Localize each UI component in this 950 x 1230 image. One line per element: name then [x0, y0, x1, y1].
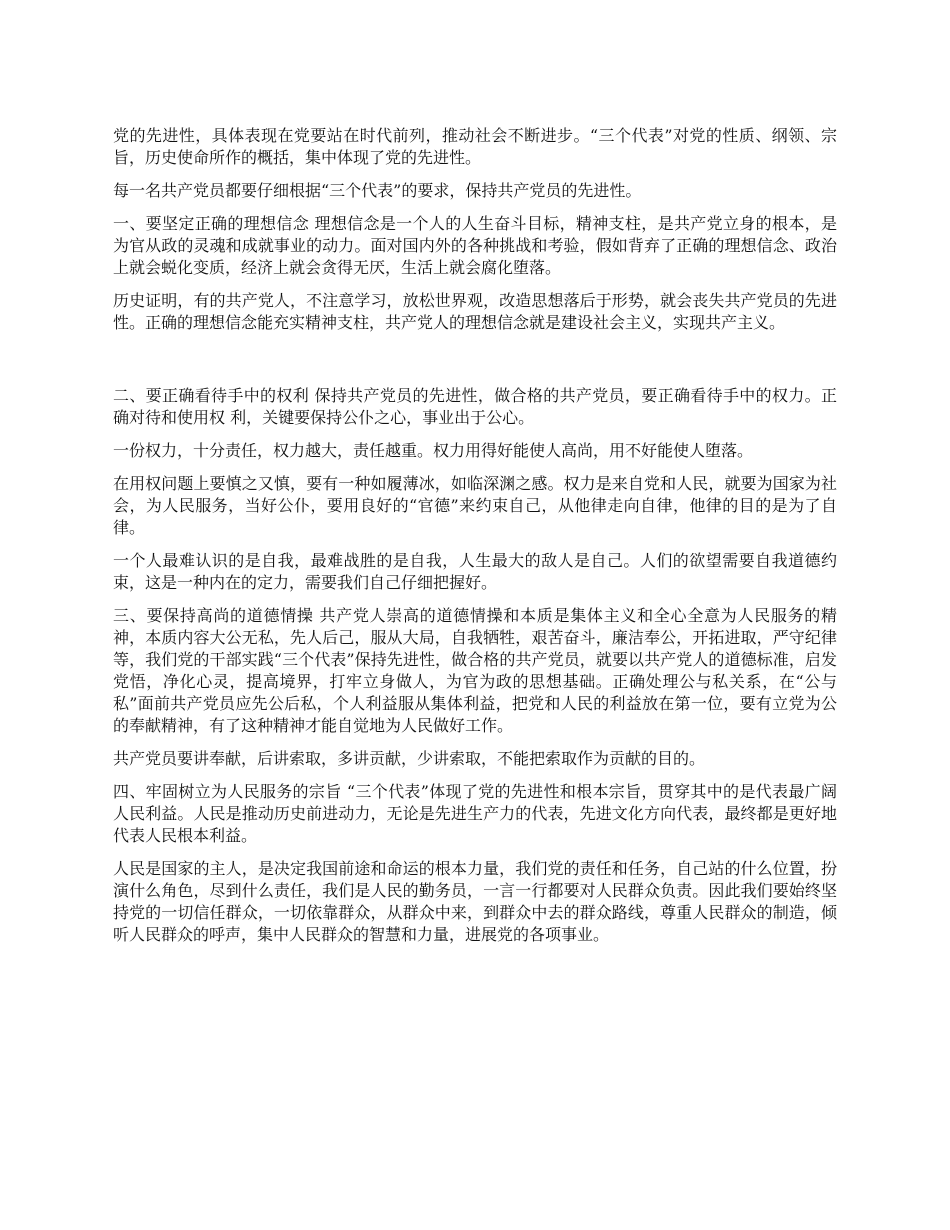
- paragraph-1: 党的先进性，具体表现在党要站在时代前列，推动社会不断进步。“三个代表”对党的性质、纲领、宗旨，历史使命所作的概括，集中体现了党的先进性。: [113, 126, 837, 167]
- paragraph-6: 一份权力，十分责任，权力越大，责任越重。权力用得好能使人高尚，用不好能使人堕落。: [113, 441, 754, 460]
- section-gap: [113, 345, 837, 385]
- paragraph-2: 每一名共产党员都要仔细根据“三个代表”的要求，保持共产党员的先进性。: [113, 181, 642, 200]
- document-body: [113, 125, 837, 957]
- paragraph-9: 三、要保持高尚的道德情操 共产党人崇高的道德情操和本质是集体主义和全心全意为人民服务的精神，本质内容大公无私，先人后己，服从大局，自我牺牲，艰苦奋斗，廉洁奉公，开拓进取，严守纪律等，我们党的干部实践“三个代表”保持先进性，做合格的共产党员，就要以共产党人的道德标准，启发党悟，净化心灵，提高境界，打牢立身做人，为官为政的思想基础。正确处理公与私关系，在“公与私”面前共产党员应先公后私，个人利益服从集体利益，把党和人民的利益放在第一位，要有立党为公的奉献精神，有了这种精神才能自觉地为人民做好工作。: [113, 606, 837, 735]
- paragraph-4: 历史证明，有的共产党人，不注意学习，放松世界观，改造思想落后于形势，就会丧失共产党员的先进性。正确的理想信念能充实精神支柱，共产党人的理想信念就是建设社会主义，实现共产主义。: [113, 291, 837, 332]
- paragraph-12: 人民是国家的主人，是决定我国前途和命运的根本力量，我们党的责任和任务，自己站的什么位置，扮演什么角色，尽到什么责任，我们是人民的勤务员，一言一行都要对人民群众负责。因此我们要始终坚持党的一切信任群众，一切依靠群众，从群众中来，到群众中去的群众路线，尊重人民群众的制造，倾听人民群众的呼声，集中人民群众的智慧和力量，进展党的各项事业。: [113, 859, 837, 944]
- paragraph-3: 一、要坚定正确的理想信念 理想信念是一个人的人生奋斗目标，精神支柱，是共产党立身的根本，是为官从政的灵魂和成就事业的动力。面对国内外的各种挑战和考验，假如背弃了正确的理想信念、政治上就会蜕化变质，经济上就会贪得无厌，生活上就会腐化堕落。: [113, 214, 837, 277]
- paragraph-5: 二、要正确看待手中的权利 保持共产党员的先进性，做合格的共产党员，要正确看待手中的权力。正确对待和使用权 利，关键要保持公仆之心，事业出于公心。: [113, 386, 837, 427]
- paragraph-7: 在用权问题上要慎之又慎，要有一种如履薄冰，如临深渊之感。权力是来自党和人民，就要为国家为社会，为人民服务，当好公仆，要用良好的“官德”来约束自己，从他律走向自律，他律的目的是为了自律。: [113, 474, 837, 537]
- paragraph-8: 一个人最难认识的是自我，最难战胜的是自我，人生最大的敌人是自己。人们的欲望需要自我道德约束，这是一种内在的定力，需要我们自己仔细把握好。: [113, 551, 837, 592]
- paragraph-10: 共产党员要讲奉献，后讲索取，多讲贡献，少讲索取，不能把索取作为贡献的目的。: [113, 749, 706, 768]
- paragraph-11: 四、牢固树立为人民服务的宗旨 “三个代表”体现了党的先进性和根本宗旨，贯穿其中的是代表最广阔人民利益。人民是推动历史前进动力，无论是先进生产力的代表，先进文化方向代表，最终都是更好地代表人民根本利益。: [113, 782, 837, 845]
